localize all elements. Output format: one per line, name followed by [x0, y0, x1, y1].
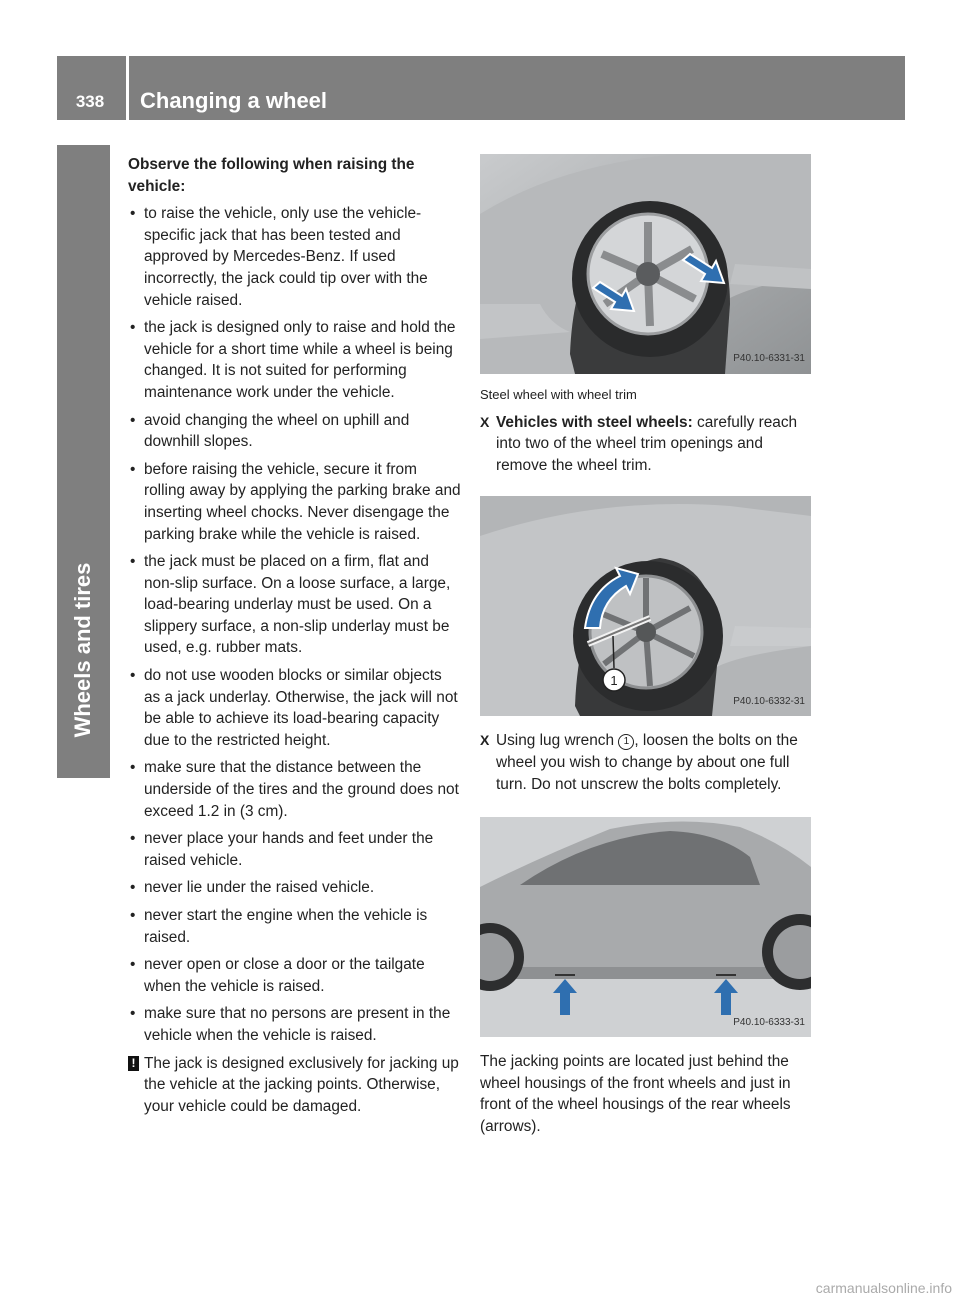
list-item: • the jack must be placed on a firm, flat and non-slip surface. On a loose surface, a large, load-bearing underlay must be used. On a slippery surface, a non-slip underlay must be used, e.g. rubber mats.	[128, 551, 462, 659]
step-loosen-bolts	[480, 730, 814, 795]
side-tab-label: Wheels and tires	[70, 562, 95, 738]
callout-1-label: 1	[610, 673, 618, 689]
header-divider	[126, 56, 129, 120]
wheel-trim-illustration	[480, 154, 811, 374]
figure-code: P40.10-6332-31	[733, 695, 805, 707]
page-number: 338	[75, 92, 105, 111]
jacking-points-illustration	[480, 817, 811, 1037]
raising-heading: Observe the following when raising the vehicle:	[128, 156, 415, 195]
figure-jacking-points	[480, 817, 811, 1037]
list-item: • make sure that the distance between the underside of the tires and the ground does not exceed 1.2 in (3 cm).	[128, 757, 462, 822]
list-item: • never lie under the raised vehicle.	[128, 877, 462, 899]
jacking-points-paragraph: The jacking points are located just behind the wheel housings of the front wheels and just in front of the wheel housings of the rear wheels (arrows).	[480, 1053, 791, 1135]
step-text: carefully reach into two of the wheel trim openings and remove the wheel trim.	[496, 413, 798, 474]
list-item: • never start the engine when the vehicle is raised.	[128, 905, 462, 948]
raising-precautions-list	[128, 203, 462, 1046]
figure-wheel-trim	[480, 154, 811, 374]
step-label: Vehicles with steel wheels:	[496, 413, 693, 431]
list-item: • before raising the vehicle, secure it from rolling away by applying the parking brake and inserting wheel chocks. Never disengage the parking brake while the vehicle is raised.	[128, 459, 462, 545]
figure-code: P40.10-6331-31	[733, 353, 805, 365]
figure-code: P40.10-6333-31	[733, 1016, 805, 1028]
step-text: , loosen the bolts on the wheel you wish to change by about one full turn. Do not unscrew the bolts completely.	[496, 732, 798, 793]
note-text: The jack is designed exclusively for jacking up the vehicle at the jacking points. Otherwise, your vehicle could be damaged.	[144, 1054, 459, 1115]
list-item: • the jack is designed only to raise and hold the vehicle for a short time while a wheel is being changed. It is not suited for performing maintenance work under the vehicle.	[128, 317, 462, 403]
step-remove-trim	[480, 412, 814, 477]
figure-caption: Steel wheel with wheel trim	[480, 387, 637, 402]
right-column	[480, 154, 814, 1138]
left-column	[128, 154, 462, 1117]
damage-note	[128, 1053, 462, 1118]
section-title: Changing a wheel	[140, 88, 328, 113]
list-item: • never open or close a door or the tailgate when the vehicle is raised.	[128, 954, 462, 997]
list-item: • never place your hands and feet under the raised vehicle.	[128, 828, 462, 871]
step-text: Using lug wrench	[496, 732, 619, 750]
list-item: • to raise the vehicle, only use the vehicle-specific jack that has been tested and approved by Mercedes-Benz. If used incorrectly, the jack could tip over with the vehicle raised.	[128, 203, 462, 311]
warning-icon: !	[128, 1056, 139, 1071]
list-item: • make sure that no persons are present in the vehicle when the vehicle is raised.	[128, 1003, 462, 1046]
lug-wrench-illustration	[480, 496, 811, 716]
callout-1: 1	[618, 734, 634, 750]
figure-lug-wrench	[480, 496, 811, 716]
watermark: carmanualsonline.info	[815, 1280, 952, 1296]
list-item: • do not use wooden blocks or similar objects as a jack underlay. Otherwise, the jack will not be able to achieve its load-bearing capacity due to the restricted height.	[128, 665, 462, 751]
list-item: • avoid changing the wheel on uphill and downhill slopes.	[128, 410, 462, 453]
